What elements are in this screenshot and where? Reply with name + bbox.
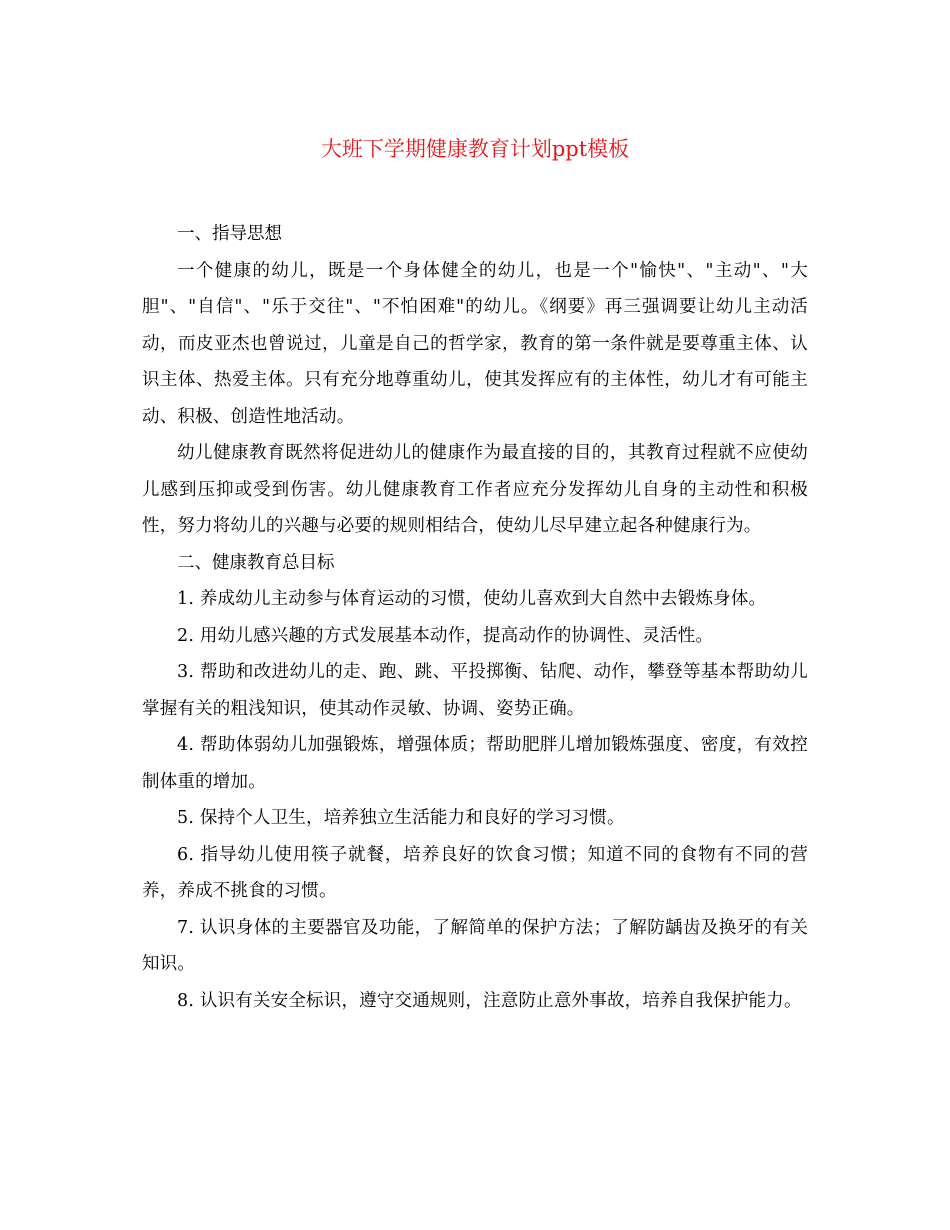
section-heading-guiding-thought: 一、指导思想 bbox=[177, 224, 282, 244]
goal-item: 6. 指导幼儿使用筷子就餐，培养良好的饮食习惯；知道不同的食物有不同的营养，养成不挑食的习惯。 bbox=[142, 844, 808, 901]
paragraph: 一个健康的幼儿，既是一个身体健全的幼儿，也是一个"愉快"、"主动"、"大胆"、"自信"、"乐于交往"、"不怕困难"的幼儿。《纲要》再三强调要让幼儿主动活动，而皮亚杰也曾说过，儿童是自己的哲学家，教育的第一条件就是要尊重主体、认识主体、热爱主体。只有充分地尊重幼儿，使其发挥应有的主体性，幼儿才有可能主动、积极、创造性地活动。 bbox=[142, 260, 808, 427]
paragraph: 幼儿健康教育既然将促进幼儿的健康作为最直接的目的，其教育过程就不应使幼儿感到压抑或受到伤害。幼儿健康教育工作者应充分发挥幼儿自身的主动性和积极性，努力将幼儿的兴趣与必要的规则相结合，使幼儿尽早建立起各种健康行为。 bbox=[142, 443, 808, 536]
goal-item: 1. 养成幼儿主动参与体育运动的习惯，使幼儿喜欢到大自然中去锻炼身体。 bbox=[177, 589, 767, 609]
goal-item: 4. 帮助体弱幼儿加强锻炼，增强体质；帮助肥胖儿增加锻炼强度、密度，有效控制体重的增加。 bbox=[142, 735, 808, 792]
goal-item: 5. 保持个人卫生，培养独立生活能力和良好的学习习惯。 bbox=[177, 808, 625, 828]
goal-item: 2. 用幼儿感兴趣的方式发展基本动作，提高动作的协调性、灵活性。 bbox=[177, 625, 714, 646]
section-heading-overall-goals: 二、健康教育总目标 bbox=[177, 552, 335, 573]
document-body bbox=[142, 216, 808, 1019]
document-title: 大班下学期健康教育计划ppt模板 bbox=[320, 137, 630, 161]
goal-item: 7. 认识身体的主要器官及功能，了解简单的保护方法；了解防龋齿及换牙的有关知识。 bbox=[142, 917, 808, 974]
goal-item: 8. 认识有关安全标识，遵守交通规则，注意防止意外事故，培养自我保护能力。 bbox=[177, 990, 802, 1011]
goal-item: 3. 帮助和改进幼儿的走、跑、跳、平投掷衡、钻爬、动作，攀登等基本帮助幼儿掌握有关的粗浅知识，使其动作灵敏、协调、姿势正确。 bbox=[142, 662, 808, 719]
